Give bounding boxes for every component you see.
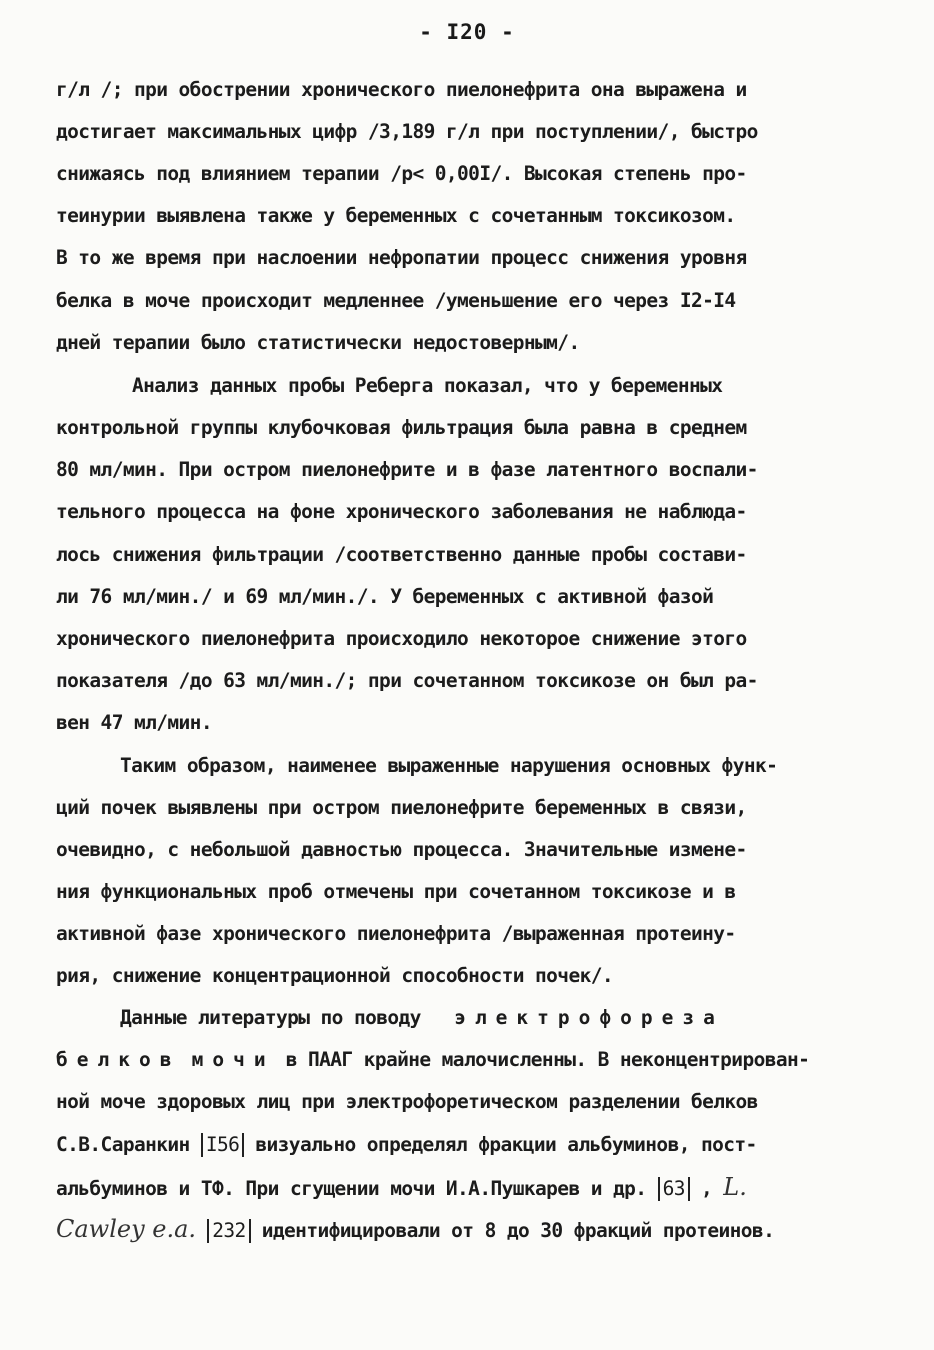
text-line: лось снижения фильтрации /соответственно данные пробы состави- [56,543,747,566]
emphasized-term: электрофореза [454,1006,724,1029]
text-line [56,1217,774,1243]
text-segment: Данные литературы по поводу [120,1006,421,1029]
text-line: снижаясь под влиянием терапии /р< 0,00I/. Высокая степень про- [56,162,747,185]
reference-citation: 63 [658,1177,690,1201]
text-line [56,1133,757,1157]
emphasized-term: мочи [191,1048,275,1071]
handwritten-text: Cawley e.a. [56,1215,197,1243]
text-line: ли 76 мл/мин./ и 69 мл/мин./. У беременных с активной фазой [56,585,714,608]
text-line: Анализ данных пробы Реберга показал, что у беременных [132,374,723,397]
text-line [120,1006,724,1030]
text-line: ной моче здоровых лиц при электрофоретическом разделении белков [56,1090,758,1113]
text-line: В то же время при наслоении нефропатии процесс снижения уровня [56,246,747,269]
text-line: 80 мл/мин. При остром пиелонефрите и в фазе латентного воспали- [56,458,758,481]
text-line: г/л /; при обострении хронического пиелонефрита она выражена и [56,78,747,101]
text-line [56,1048,809,1072]
text-line: ния функциональных проб отмечены при сочетанном токсикозе и в [56,880,736,903]
text-line: очевидно, с небольшой давностью процесса. Значительные измене- [56,838,747,861]
text-line: теинурии выявлена также у беременных с сочетанным токсикозом. [56,204,736,227]
text-line: дней терапии было статистически недостоверным/. [56,331,580,354]
handwritten-text: L. [723,1173,747,1201]
text-line [56,1175,747,1201]
text-segment: идентифицировали от 8 до 30 фракций протеинов. [261,1219,775,1242]
text-segment: , [700,1177,713,1200]
text-line: показателя /до 63 мл/мин./; при сочетанном токсикозе он был ра- [56,669,758,692]
reference-citation: 232 [207,1219,250,1243]
text-line: ций почек выявлены при остром пиелонефрите беременных в связи, [56,796,747,819]
text-line: Таким образом, наименее выраженные нарушения основных функ- [120,754,778,777]
emphasized-term: белков [56,1048,181,1071]
text-line: достигает максимальных цифр /3,189 г/л при поступлении/, быстро [56,120,758,143]
text-segment: в ПААГ крайне малочисленны. В неконцентрирован- [285,1048,810,1071]
text-line: белка в моче происходит медленнее /уменьшение его через I2-I4 [56,289,736,312]
text-line: контрольной группы клубочковая фильтрация была равна в среднем [56,416,747,439]
text-segment: С.В.Саранкин [56,1133,190,1156]
text-segment: визуально определял фракции альбуминов, пост- [255,1133,757,1156]
reference-citation: I56 [201,1133,244,1157]
text-line: тельного процесса на фоне хронического заболевания не наблюда- [56,500,747,523]
page-number: - I20 - [419,20,515,44]
text-segment: альбуминов и ТФ. При сгущении мочи И.А.Пушкарев и др. [56,1177,647,1200]
text-line: активной фазе хронического пиелонефрита /выраженная протеину- [56,922,736,945]
text-line: хронического пиелонефрита происходило некоторое снижение этого [56,627,747,650]
text-line: вен 47 мл/мин. [56,711,212,734]
text-line: рия, снижение концентрационной способности почек/. [56,964,613,987]
